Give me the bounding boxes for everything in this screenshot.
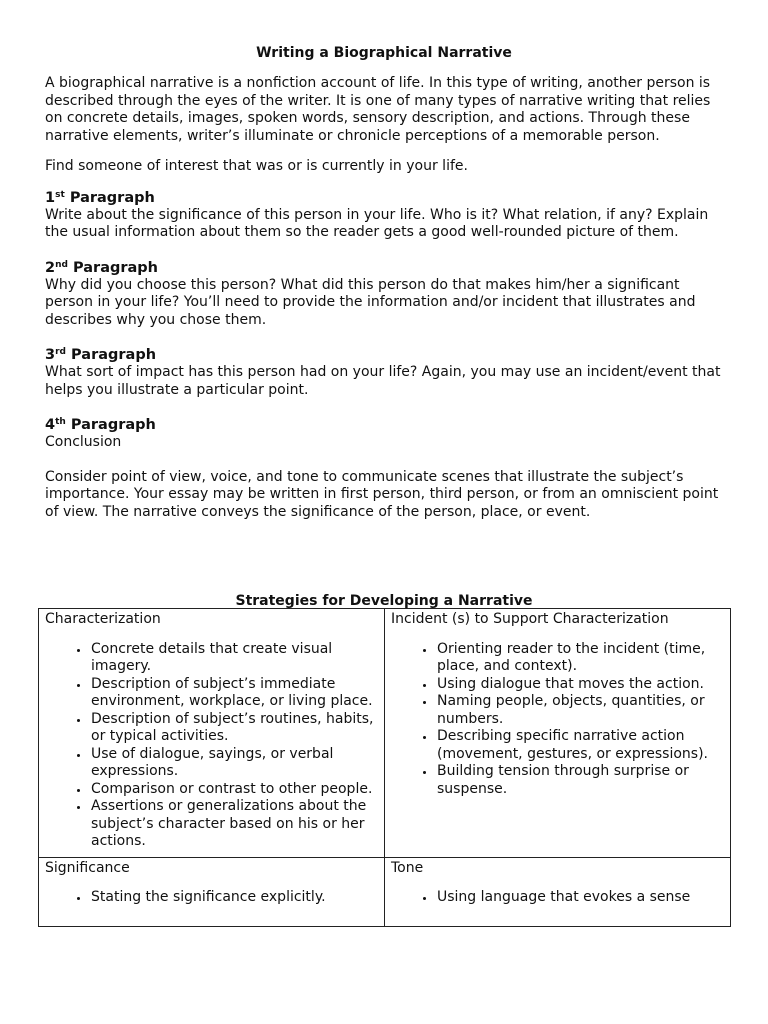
characterization-list	[45, 641, 378, 851]
list-item: • Comparison or contrast to other people.	[89, 781, 378, 799]
paragraph-3-text: What sort of impact has this person had on your life? Again, you may use an incident/event that helps you illustrate a particular point.	[45, 364, 721, 398]
paragraph-3-heading: 3rd Paragraph	[45, 347, 157, 363]
list-item: • Using dialogue that moves the action.	[435, 676, 724, 694]
table-row	[39, 609, 731, 858]
table-title: Strategies for Developing a Narrative	[235, 593, 533, 609]
list-item: • Building tension through surprise or suspense.	[435, 763, 724, 798]
find-person-instruction: Find someone of interest that was or is currently in your life.	[45, 158, 468, 174]
tone-heading: Tone	[391, 859, 424, 876]
tone-list	[391, 889, 724, 907]
paragraph-3-section	[45, 346, 725, 399]
list-item: • Description of subject’s immediate environment, workplace, or living place.	[89, 676, 378, 711]
list-item: • Assertions or generalizations about the subject’s character based on his or her actions.	[89, 798, 378, 851]
paragraph-4-section	[45, 416, 725, 452]
list-item: • Orienting reader to the incident (time, place, and context).	[435, 641, 724, 676]
list-item: • Description of subject’s routines, habits, or typical activities.	[89, 711, 378, 746]
list-item: • Stating the significance explicitly.	[89, 889, 378, 907]
strategies-table	[38, 608, 731, 927]
list-item: • Describing specific narrative action (movement, gestures, or expressions).	[435, 728, 724, 763]
incidents-list	[391, 641, 724, 799]
incidents-cell	[385, 609, 731, 858]
table-row	[39, 857, 731, 926]
paragraph-2-text: Why did you choose this person? What did this person do that makes him/her a significant person in your life? You’ll need to provide the information and/or incident that illustrates and describes why you chose them.	[45, 276, 696, 328]
paragraph-1-section	[45, 189, 725, 242]
characterization-cell	[39, 609, 385, 858]
list-item: • Using language that evokes a sense	[435, 889, 724, 907]
intro-paragraph: A biographical narrative is a nonfiction account of life. In this type of writing, another person is described through the eyes of the writer. It is one of many types of narrative writing that relies on concrete details, images, spoken words, sensory description, and actions. Through these narrative elements, writer’s illuminate or chronicle perceptions of a memorable person.	[45, 75, 711, 144]
tone-cell	[385, 857, 731, 926]
list-item: • Concrete details that create visual imagery.	[89, 641, 378, 676]
significance-heading: Significance	[45, 859, 130, 876]
closing-paragraph: Consider point of view, voice, and tone to communicate scenes that illustrate the subject’s importance. Your essay may be written in first person, third person, or from an omniscient point of view. The narrative conveys the significance of the person, place, or event.	[45, 468, 719, 520]
significance-list	[45, 889, 378, 907]
incidents-heading: Incident (s) to Support Characterization	[391, 611, 669, 627]
paragraph-2-section	[45, 259, 725, 330]
list-item: • Naming people, objects, quantities, or numbers.	[435, 693, 724, 728]
paragraph-4-heading: 4th Paragraph	[45, 417, 156, 433]
document-title: Writing a Biographical Narrative	[256, 45, 512, 61]
characterization-heading: Characterization	[45, 611, 161, 627]
paragraph-4-text: Conclusion	[45, 434, 122, 450]
paragraph-2-heading: 2nd Paragraph	[45, 259, 158, 276]
document-body	[45, 75, 725, 521]
paragraph-1-text: Write about the significance of this person in your life. Who is it? What relation, if any? Explain the usual information about them so the reader gets a good well-rounded picture of them.	[45, 206, 709, 240]
list-item: • Use of dialogue, sayings, or verbal expressions.	[89, 746, 378, 781]
significance-cell	[39, 857, 385, 926]
paragraph-1-heading: 1st Paragraph	[45, 189, 155, 206]
